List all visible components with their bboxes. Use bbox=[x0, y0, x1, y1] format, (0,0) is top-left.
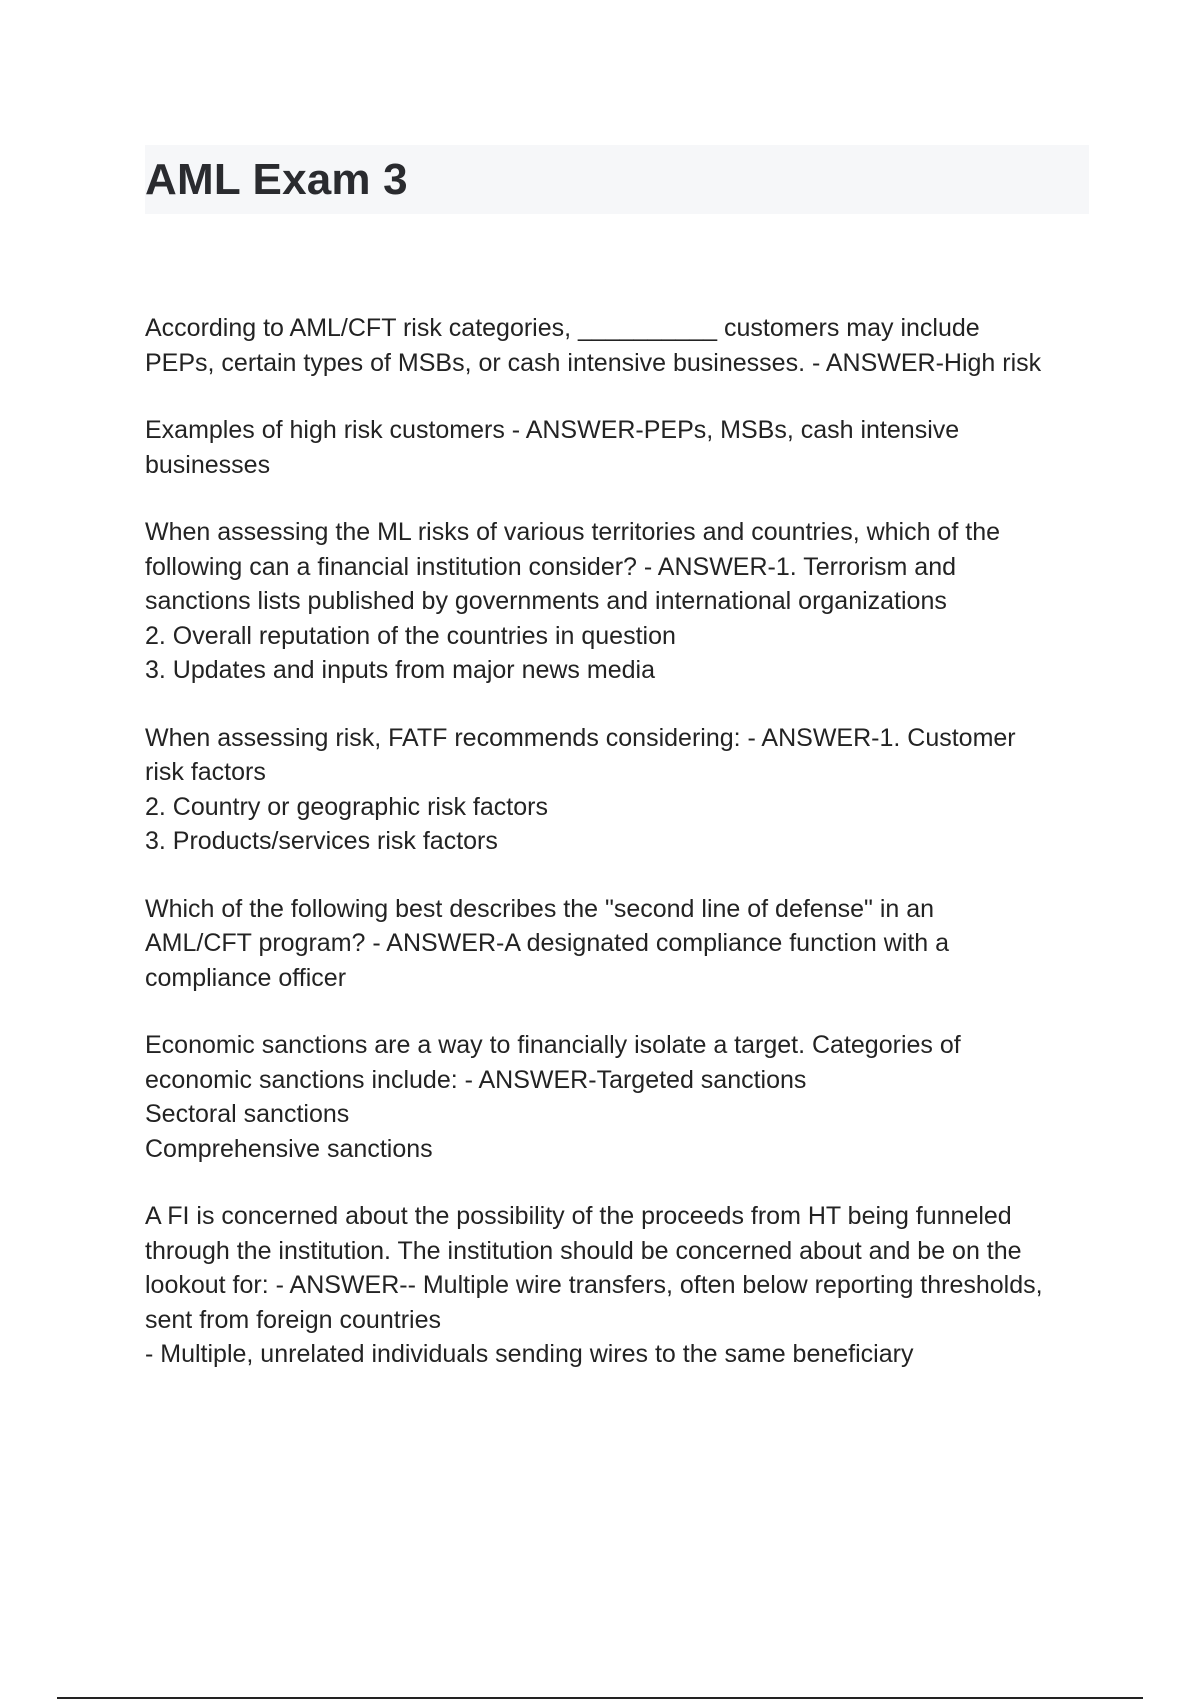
qa-line: compliance officer bbox=[145, 963, 347, 992]
qa-line: economic sanctions include: - ANSWER-Targeted sanctions bbox=[145, 1065, 807, 1094]
qa-line: sanctions lists published by governments and international organizations bbox=[145, 587, 947, 615]
qa-line: - Multiple, unrelated individuals sending wires to the same beneficiary bbox=[145, 1340, 914, 1368]
qa-item bbox=[145, 721, 1095, 859]
footer-divider bbox=[57, 1697, 1143, 1699]
title-banner bbox=[145, 145, 1089, 214]
qa-line: PEPs, certain types of MSBs, or cash intensive businesses. - ANSWER-High risk bbox=[145, 348, 1042, 377]
qa-line: Sectoral sanctions bbox=[145, 1100, 350, 1128]
qa-item bbox=[145, 892, 1095, 996]
qa-line: through the institution. The institution should be concerned about and be on the bbox=[145, 1236, 1022, 1265]
qa-item bbox=[145, 311, 1095, 380]
qa-item bbox=[145, 515, 1095, 688]
qa-item bbox=[145, 413, 1095, 482]
qa-line: 3. Products/services risk factors bbox=[145, 827, 498, 855]
qa-line: Comprehensive sanctions bbox=[145, 1134, 433, 1163]
qa-list bbox=[145, 311, 1095, 1405]
qa-item bbox=[145, 1028, 1095, 1166]
qa-line: 2. Country or geographic risk factors bbox=[145, 792, 548, 821]
qa-line: AML/CFT program? - ANSWER-A designated compliance function with a bbox=[145, 929, 950, 957]
qa-line: 3. Updates and inputs from major news media bbox=[145, 656, 655, 684]
qa-line: sent from foreign countries bbox=[145, 1305, 441, 1334]
qa-line: lookout for: - ANSWER-- Multiple wire transfers, often below reporting thresholds, bbox=[145, 1271, 1043, 1299]
qa-line: When assessing risk, FATF recommends considering: - ANSWER-1. Customer bbox=[145, 723, 1016, 752]
document-title: AML Exam 3 bbox=[145, 154, 408, 204]
qa-line: A FI is concerned about the possibility of the proceeds from HT being funneled bbox=[145, 1202, 1012, 1230]
qa-line: following can a financial institution consider? - ANSWER-1. Terrorism and bbox=[145, 552, 957, 581]
qa-line: According to AML/CFT risk categories, __________ customers may include bbox=[145, 314, 980, 342]
qa-line: 2. Overall reputation of the countries in question bbox=[145, 621, 676, 650]
qa-line: Economic sanctions are a way to financially isolate a target. Categories of bbox=[145, 1031, 961, 1059]
qa-item bbox=[145, 1199, 1095, 1372]
qa-line: Examples of high risk customers - ANSWER-PEPs, MSBs, cash intensive bbox=[145, 416, 960, 444]
qa-line: When assessing the ML risks of various territories and countries, which of the bbox=[145, 518, 1001, 546]
qa-line: businesses bbox=[145, 450, 271, 479]
qa-line: risk factors bbox=[145, 758, 266, 786]
qa-line: Which of the following best describes the "second line of defense" in an bbox=[145, 894, 935, 923]
